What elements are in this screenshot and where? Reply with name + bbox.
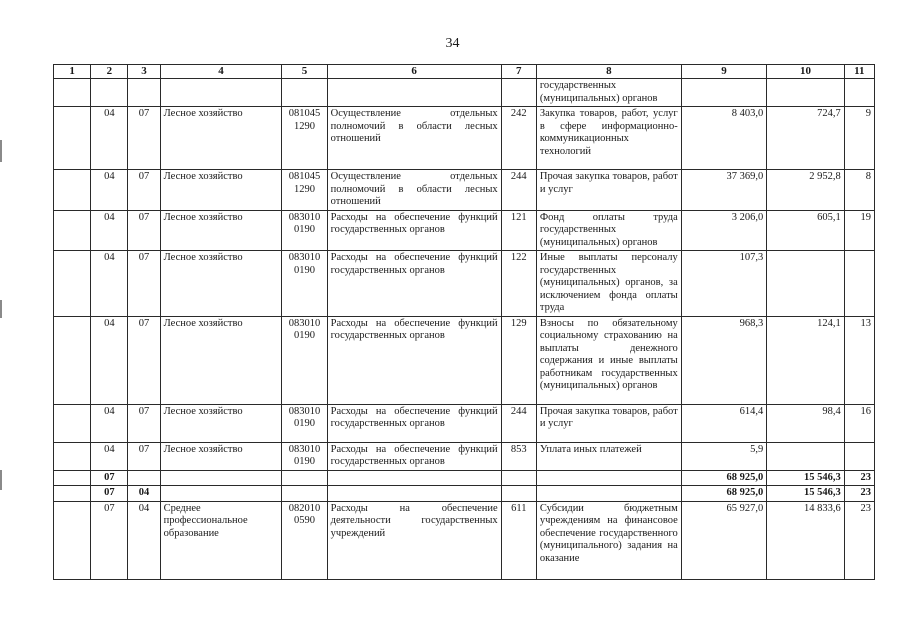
cell-col-11 [844,79,874,107]
cell-col-4: Лесное хозяйство [160,210,282,251]
table-row [54,404,875,442]
cell-col-11: 19 [844,210,874,251]
scan-edge-mark [0,470,2,490]
cell-col-6: Расходы на обеспечение функций государственных органов [327,251,501,317]
cell-col-2: 04 [91,107,128,170]
table-row [54,486,875,502]
cell-col-7: 121 [501,210,536,251]
cell-col-2: 04 [91,316,128,404]
cell-col-10: 98,4 [767,404,844,442]
target-article-code: 083010 0190 [288,443,321,467]
cell-col-1 [54,501,91,579]
cell-col-4 [160,486,282,502]
cell-col-4: Лесное хозяйство [160,251,282,317]
cell-col-8: Уплата иных платежей [536,442,681,470]
cell-col-3: 07 [128,404,160,442]
cell-col-1 [54,210,91,251]
cell-col-7: 242 [501,107,536,170]
table-row [54,251,875,317]
cell-col-2: 07 [91,470,128,486]
table-row [54,170,875,211]
cell-col-1 [54,442,91,470]
table-row [54,501,875,579]
cell-col-3 [128,470,160,486]
cell-col-5 [282,210,327,251]
cell-col-3: 07 [128,316,160,404]
cell-col-4: Лесное хозяйство [160,316,282,404]
cell-col-10: 124,1 [767,316,844,404]
cell-col-2 [91,79,128,107]
cell-col-8: Иные выплаты персоналу государственных (муниципальных) органов, за исключением фонда оплаты труда [536,251,681,317]
column-header-11: 11 [844,65,874,79]
column-header-7: 7 [501,65,536,79]
cell-col-6: Расходы на обеспечение деятельности государственных учреждений [327,501,501,579]
cell-col-8: Закупка товаров, работ, услуг в сфере информационно-коммуникационных технологий [536,107,681,170]
cell-col-9: 3 206,0 [681,210,767,251]
cell-col-8: Прочая закупка товаров, работ и услуг [536,170,681,211]
cell-col-1 [54,170,91,211]
cell-col-7 [501,79,536,107]
target-article-code: 081045 1290 [288,171,321,195]
cell-col-5 [282,404,327,442]
header-row [54,65,875,79]
cell-col-9: 968,3 [681,316,767,404]
cell-col-8: Фонд оплаты труда государственных (муниципальных) органов [536,210,681,251]
cell-col-4: Лесное хозяйство [160,107,282,170]
target-article-code: 083010 0190 [288,252,321,276]
cell-col-10: 15 546,3 [767,470,844,486]
cell-col-5 [282,486,327,502]
cell-col-10 [767,79,844,107]
cell-col-5 [282,170,327,211]
column-header-1: 1 [54,65,91,79]
cell-col-7: 244 [501,170,536,211]
cell-col-7 [501,470,536,486]
cell-col-3: 07 [128,107,160,170]
cell-col-1 [54,486,91,502]
cell-col-9: 68 925,0 [681,486,767,502]
cell-col-10 [767,251,844,317]
cell-col-9: 107,3 [681,251,767,317]
cell-col-2: 04 [91,442,128,470]
cell-col-11: 13 [844,316,874,404]
cell-col-7: 853 [501,442,536,470]
cell-col-3: 07 [128,170,160,211]
cell-col-4: Лесное хозяйство [160,170,282,211]
cell-col-11: 9 [844,107,874,170]
cell-col-2: 04 [91,170,128,211]
cell-col-6: Расходы на обеспечение функций государственных органов [327,316,501,404]
cell-col-10 [767,442,844,470]
table-row [54,470,875,486]
table-row [54,316,875,404]
target-article-code: 083010 0190 [288,405,321,429]
cell-col-6: Осуществление отдельных полномочий в области лесных отношений [327,107,501,170]
cell-col-4: Среднее профессиональное образование [160,501,282,579]
column-header-9: 9 [681,65,767,79]
cell-col-11 [844,442,874,470]
cell-col-11: 23 [844,486,874,502]
cell-col-7: 122 [501,251,536,317]
cell-col-9 [681,79,767,107]
target-article-code: 083010 0190 [288,211,321,235]
cell-col-6 [327,486,501,502]
table-body [54,79,875,580]
cell-col-8: Прочая закупка товаров, работ и услуг [536,404,681,442]
cell-col-6: Расходы на обеспечение функций государственных органов [327,442,501,470]
cell-col-2: 04 [91,251,128,317]
cell-col-7: 129 [501,316,536,404]
cell-col-5 [282,79,327,107]
cell-col-11: 16 [844,404,874,442]
cell-col-8 [536,486,681,502]
cell-col-9: 65 927,0 [681,501,767,579]
cell-col-3: 07 [128,210,160,251]
cell-col-10: 724,7 [767,107,844,170]
cell-col-11 [844,251,874,317]
cell-col-9: 8 403,0 [681,107,767,170]
cell-col-6 [327,470,501,486]
cell-col-2: 07 [91,486,128,502]
cell-col-9: 37 369,0 [681,170,767,211]
target-article-code: 083010 0190 [288,317,321,341]
cell-col-11: 8 [844,170,874,211]
budget-table [53,64,875,580]
cell-col-3: 07 [128,251,160,317]
target-article-code: 082010 0590 [288,502,321,526]
cell-col-8: Субсидии бюджетным учреждениям на финансовое обеспечение государственного (муниципального) задания на оказание [536,501,681,579]
cell-col-8 [536,470,681,486]
page-number: 34 [445,36,460,51]
cell-col-7: 244 [501,404,536,442]
cell-col-1 [54,251,91,317]
cell-col-5 [282,501,327,579]
cell-col-1 [54,316,91,404]
cell-col-9: 68 925,0 [681,470,767,486]
target-article-code: 081045 1290 [288,108,321,132]
cell-col-1 [54,404,91,442]
scan-edge-mark [0,300,2,318]
cell-col-3 [128,79,160,107]
column-header-2: 2 [91,65,128,79]
cell-col-6: Расходы на обеспечение функций государственных органов [327,404,501,442]
cell-col-9: 614,4 [681,404,767,442]
cell-col-6: Осуществление отдельных полномочий в области лесных отношений [327,170,501,211]
cell-col-4 [160,470,282,486]
cell-col-8: Взносы по обязательному социальному страхованию на выплаты денежного содержания и иные выплаты работникам государственных (муниципальных) органов [536,316,681,404]
column-header-6: 6 [327,65,501,79]
column-header-4: 4 [160,65,282,79]
cell-col-4: Лесное хозяйство [160,404,282,442]
cell-col-3: 04 [128,501,160,579]
table-row [54,210,875,251]
cell-col-10: 2 952,8 [767,170,844,211]
cell-col-9: 5,9 [681,442,767,470]
cell-col-6: Расходы на обеспечение функций государственных органов [327,210,501,251]
cell-col-1 [54,470,91,486]
cell-col-10: 15 546,3 [767,486,844,502]
cell-col-8: государственных (муниципальных) органов [536,79,681,107]
cell-col-10: 14 833,6 [767,501,844,579]
column-header-5: 5 [282,65,327,79]
cell-col-5 [282,107,327,170]
column-header-3: 3 [128,65,160,79]
cell-col-4 [160,79,282,107]
cell-col-6 [327,79,501,107]
cell-col-1 [54,107,91,170]
column-header-8: 8 [536,65,681,79]
table-row [54,79,875,107]
cell-col-7: 611 [501,501,536,579]
cell-col-5 [282,316,327,404]
table-row [54,107,875,170]
cell-col-1 [54,79,91,107]
cell-col-5 [282,251,327,317]
cell-col-5 [282,470,327,486]
cell-col-2: 07 [91,501,128,579]
cell-col-11: 23 [844,470,874,486]
cell-col-11: 23 [844,501,874,579]
column-header-10: 10 [767,65,844,79]
cell-col-3: 04 [128,486,160,502]
cell-col-4: Лесное хозяйство [160,442,282,470]
cell-col-10: 605,1 [767,210,844,251]
cell-col-2: 04 [91,404,128,442]
cell-col-3: 07 [128,442,160,470]
cell-col-5 [282,442,327,470]
cell-col-2: 04 [91,210,128,251]
scan-edge-mark [0,140,2,162]
table-row [54,442,875,470]
cell-col-7 [501,486,536,502]
